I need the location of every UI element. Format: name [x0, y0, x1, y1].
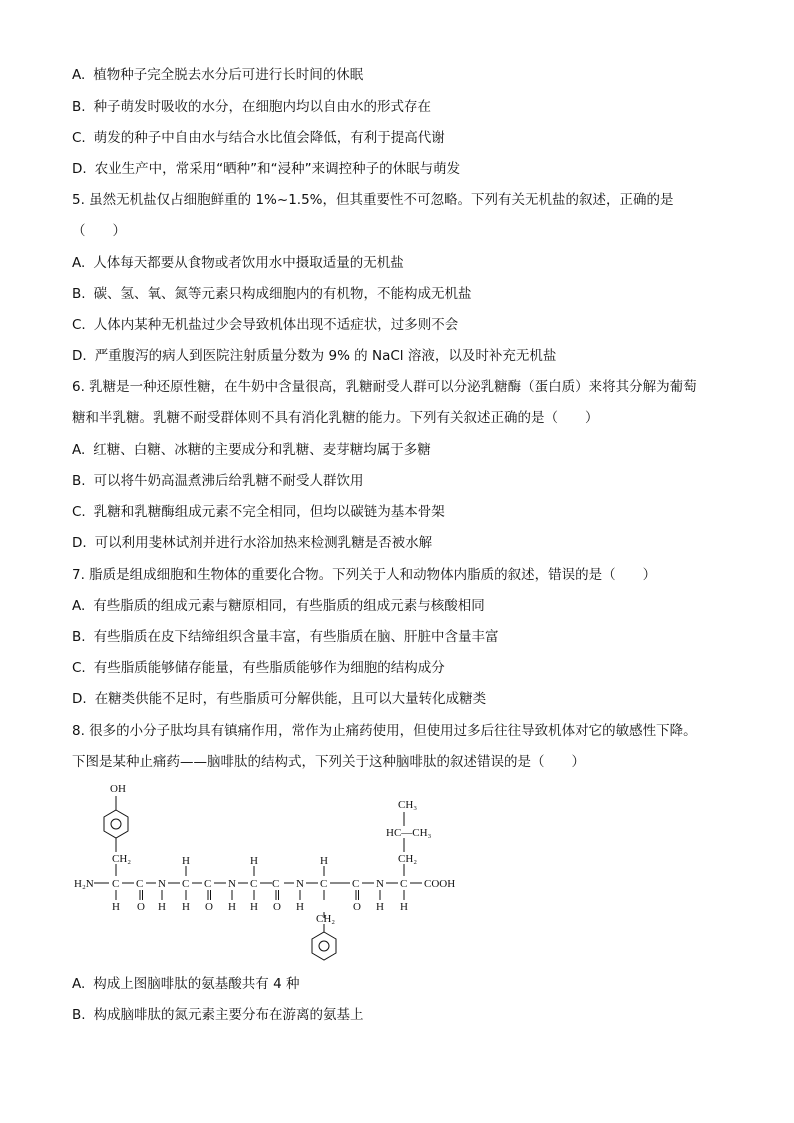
- label-h-top-3: H: [320, 855, 328, 867]
- q6-stem-line1: 6. 乳糖是一种还原性糖，在牛奶中含量很高，乳糖耐受人群可以分泌乳糖酶（蛋白质）来将其分解为葡萄: [72, 379, 697, 395]
- label-ch2-phe: CH₂: [316, 913, 336, 925]
- label-h-bot-1: H: [112, 901, 120, 913]
- label-h-bot-6: H: [296, 901, 304, 913]
- label-c9: C: [400, 878, 408, 890]
- label-h-top-2: H: [250, 855, 258, 867]
- q5-option-b: B. 碳、氢、氧、氮等元素只构成细胞内的有机物，不能构成无机盐: [72, 286, 472, 302]
- label-c2: C: [136, 878, 144, 890]
- q5-stem-line1: 5. 虽然无机盐仅占细胞鲜重的 1%~1.5%，但其重要性不可忽略。下列有关无机盐的叙述，正确的是: [72, 192, 674, 208]
- label-o-3: O: [273, 901, 281, 913]
- label-c3: C: [182, 878, 190, 890]
- q6-stem-line2: 糖和半乳糖。乳糖不耐受群体则不具有消化乳糖的能力。下列有关叙述正确的是（ ）: [72, 410, 599, 426]
- label-c5: C: [250, 878, 258, 890]
- q6-option-d: D. 可以利用斐林试剂并进行水浴加热来检测乳糖是否被水解: [72, 535, 433, 551]
- label-o-4: O: [353, 901, 361, 913]
- benzene-ring-tyr-inner: [111, 819, 121, 829]
- label-n2: N: [228, 878, 236, 890]
- benzene-ring-tyr: [104, 810, 128, 838]
- q7-option-b: B. 有些脂质在皮下结缔组织含量丰富，有些脂质在脑、肝脏中含量丰富: [72, 629, 499, 645]
- q6-option-b: B. 可以将牛奶高温煮沸后给乳糖不耐受人群饮用: [72, 473, 364, 489]
- q6-option-a: A. 红糖、白糖、冰糖的主要成分和乳糖、麦芽糖均属于多糖: [72, 442, 431, 458]
- q4-option-b: B. 种子萌发时吸收的水分，在细胞内均以自由水的形式存在: [72, 99, 432, 115]
- q8-stem-line1: 8. 很多的小分子肽均具有镇痛作用，常作为止痛药使用，但使用过多后往往导致机体对它的敏感性下降。: [72, 723, 697, 739]
- label-ch3: CH₃: [398, 799, 418, 811]
- label-h-bot-7: H: [376, 901, 384, 913]
- label-hc-ch3: HC—CH₃: [386, 827, 432, 839]
- q8-stem-line2: 下图是某种止痛药——脑啡肽的结构式，下列关于这种脑啡肽的叙述错误的是（ ）: [72, 754, 585, 770]
- label-h-bot-3: H: [182, 901, 190, 913]
- q5-option-a: A. 人体每天都要从食物或者饮用水中摄取适量的无机盐: [72, 255, 404, 271]
- q5-stem-line2: （ ）: [72, 223, 126, 239]
- label-cooh: COOH: [424, 878, 456, 890]
- q4-option-c: C. 萌发的种子中自由水与结合水比值会降低，有利于提高代谢: [72, 130, 445, 146]
- label-c8: C: [352, 878, 360, 890]
- q7-option-d: D. 在糖类供能不足时，有些脂质可分解供能，且可以大量转化成糖类: [72, 691, 487, 707]
- label-h-bot-8: H: [400, 901, 408, 913]
- label-n4: N: [376, 878, 384, 890]
- label-ch2-tyr: CH₂: [112, 853, 132, 865]
- q6-option-c: C. 乳糖和乳糖酶组成元素不完全相同，但均以碳链为基本骨架: [72, 504, 445, 520]
- q8-option-a: A. 构成上图脑啡肽的氨基酸共有 4 种: [72, 976, 300, 992]
- label-n1: N: [158, 878, 166, 890]
- label-ch2-leu: CH₂: [398, 853, 418, 865]
- label-o-1: O: [137, 901, 145, 913]
- label-c1: C: [112, 878, 120, 890]
- label-h-bot-5: H: [250, 901, 258, 913]
- label-h-bot-2: H: [158, 901, 166, 913]
- label-c6: C: [272, 878, 280, 890]
- benzene-ring-phe-inner: [319, 941, 329, 951]
- q8-option-b: B. 构成脑啡肽的氮元素主要分布在游离的氨基上: [72, 1007, 364, 1023]
- label-h-top-1: H: [182, 855, 190, 867]
- label-o-2: O: [205, 901, 213, 913]
- q7-option-c: C. 有些脂质能够储存能量，有些脂质能够作为细胞的结构成分: [72, 660, 445, 676]
- q5-option-c: C. 人体内某种无机盐过少会导致机体出现不适症状，过多则不会: [72, 317, 459, 333]
- label-n3: N: [296, 878, 304, 890]
- benzene-ring-phe: [312, 932, 336, 960]
- label-oh: OH: [110, 783, 126, 795]
- enkephalin-structure-diagram: [72, 778, 472, 968]
- q7-stem-line1: 7. 脂质是组成细胞和生物体的重要化合物。下列关于人和动物体内脂质的叙述，错误的是（ ）: [72, 567, 657, 583]
- label-h-bot-4: H: [228, 901, 236, 913]
- q7-option-a: A. 有些脂质的组成元素与糖原相同，有些脂质的组成元素与核酸相同: [72, 598, 485, 614]
- label-c4: C: [204, 878, 212, 890]
- label-c7: C: [320, 878, 328, 890]
- q5-option-d: D. 严重腹泻的病人到医院注射质量分数为 9% 的 NaCl 溶液，以及时补充无机盐: [72, 348, 557, 364]
- label-h2n: H₂N: [74, 878, 94, 890]
- q4-option-a: A. 植物种子完全脱去水分后可进行长时间的休眠: [72, 67, 364, 83]
- q4-option-d: D. 农业生产中，常采用“晒种”和“浸种”来调控种子的休眠与萌发: [72, 161, 461, 177]
